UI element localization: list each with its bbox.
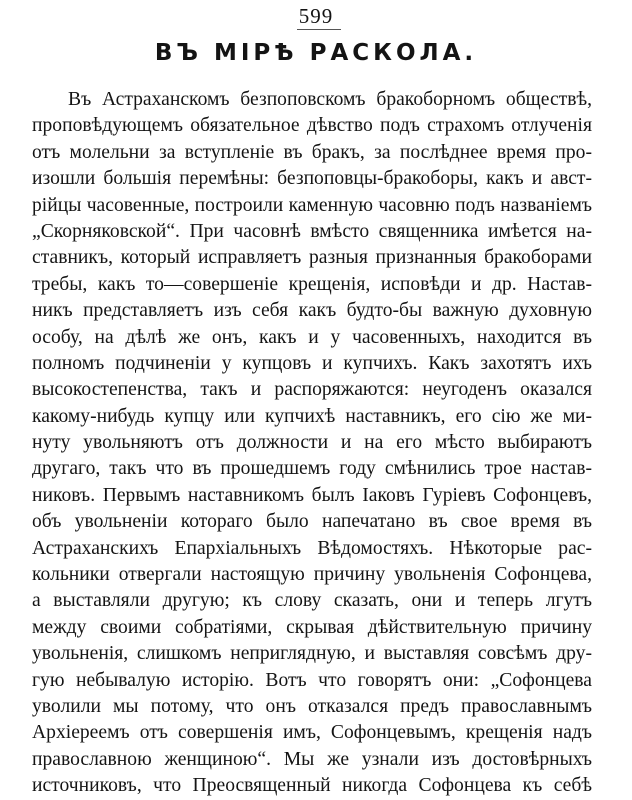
text-line: ставникъ, который исправляетъ разныя признанныя бракоборами xyxy=(32,247,592,269)
text-line: полномъ подчиненіи у купцовъ и купчихъ. Какъ захотятъ ихъ xyxy=(32,352,592,374)
text-line: православною женщиною“. Мы же узнали изъ достовѣрныхъ xyxy=(32,748,592,770)
text-line: какому-нибудь купцу или купчихѣ наставникъ, его сію же ми- xyxy=(32,405,592,427)
text-line: уволили мы потому, что онъ отказался предъ православнымъ xyxy=(32,695,592,717)
text-line: высокостепенства, такъ и распоряжаются: неугоденъ оказался xyxy=(32,379,592,401)
text-line: Въ Астраханскомъ безпоповскомъ бракоборномъ обществѣ, xyxy=(68,89,592,110)
text-line: „Скорняковской“. При часовнѣ вмѣсто священника имѣется на- xyxy=(32,220,592,242)
text-line: кольники отвергали настоящую причину увольненія Софонцева, xyxy=(32,564,592,586)
text-line: Архіереемъ отъ совершенія имъ, Софонцевымъ, крещенія надъ xyxy=(32,722,592,744)
text-line: другаго, такъ что въ прошедшемъ году смѣнились трое настав- xyxy=(32,458,592,480)
text-line: отъ молельни за вступленіе въ бракъ, за послѣднее время про- xyxy=(32,141,592,163)
text-line: гую небывалую исторію. Вотъ что говорятъ они: „Софонцева xyxy=(32,669,592,691)
text-line: увольненія, слишкомъ неприглядную, и выставляя совсѣмъ дру- xyxy=(32,643,592,665)
section-heading: ВЪ МІРѢ РАСКОЛА. xyxy=(154,40,478,66)
text-line: нуту увольняютъ отъ должности и на его мѣсто выбираютъ xyxy=(32,432,592,454)
text-line: рійцы часовенные, построили каменную часовню подъ названіемъ xyxy=(32,194,592,216)
text-line: никъ представляетъ изъ себя какъ будто-бы важную духовную xyxy=(32,300,592,322)
text-line: а выставляли другую; къ слову сказать, они и теперь лгутъ xyxy=(32,590,592,612)
text-line: Астраханскихъ Епархіальныхъ Вѣдомостяхъ. Нѣкоторые рас- xyxy=(32,537,592,559)
text-line: проповѣдующемъ обязательное дѣвство подъ страхомъ отлученія xyxy=(32,115,592,137)
text-line: объ увольненіи котораго было напечатано въ свое время въ xyxy=(32,511,592,533)
text-line: изошли большія перемѣны: безпоповцы-бракоборы, какъ и авст- xyxy=(32,168,592,190)
text-line: особу, на дѣлѣ же онъ, какъ и у часовенныхъ, находится въ xyxy=(32,326,592,348)
article-body xyxy=(32,87,592,800)
page-number: 599 xyxy=(0,4,632,28)
text-line: требы, какъ то—совершеніе крещенія, исповѣди и др. Настав- xyxy=(32,273,592,295)
text-line: никовъ. Первымъ наставникомъ былъ Іаковъ Гуріевъ Софонцевъ, xyxy=(32,484,592,506)
text-line: между своими собратіями, скрывая дѣйствительную причину xyxy=(32,616,592,638)
text-line: источниковъ, что Преосвященный никогда Софонцева къ себѣ xyxy=(32,775,592,797)
